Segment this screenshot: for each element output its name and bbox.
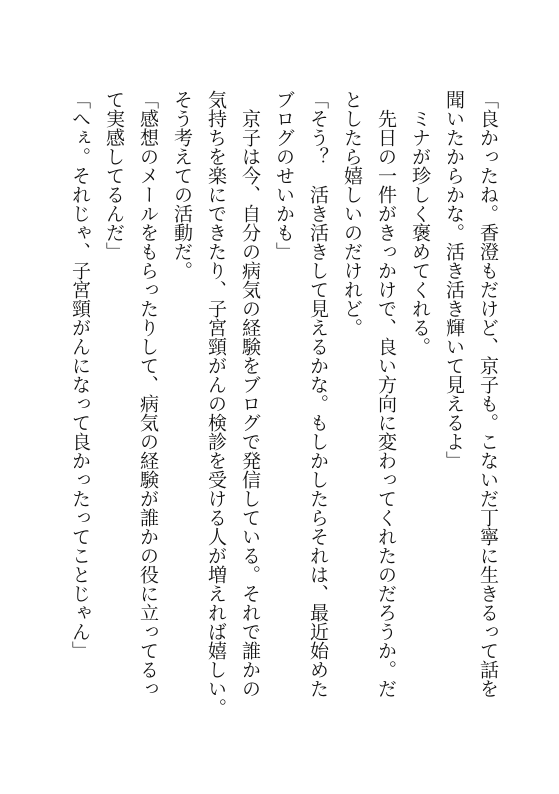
text-line-7: ブログのせいかも」 [273, 90, 295, 261]
text-line-9: 気持ちを楽にできたり、子宮頸がんの検診を受ける人が増えれば嬉しい。 [205, 90, 227, 717]
text-line-4: 先日の一件がきっかけで、良い方向に変わってくれたのだろうか。だ [375, 90, 397, 698]
text-line-11: 「感想のメールをもらったりして、病気の経験が誰かの役に立ってるっ [137, 90, 159, 698]
text-line-6: 「そう？ 活き活きして見えるかな。もしかしたらそれは、最近始めた [307, 90, 329, 698]
text-line-3: ミナが珍しく褒めてくれる。 [409, 90, 431, 356]
text-line-5: としたら嬉しいのだけれど。 [341, 90, 363, 337]
text-line-13: 「へぇ。それじゃ、子宮頸がんになって良かったってことじゃん」 [69, 90, 91, 660]
text-line-1: 「良かったね。香澄もだけど、京子も。こないだ丁寧に生きるって話を [477, 90, 499, 698]
text-line-2: 聞いたからかな。活き活き輝いて見えるよ」 [443, 90, 465, 470]
text-line-12: て実感してるんだ」 [103, 90, 125, 261]
text-line-10: そう考えての活動だ。 [171, 90, 193, 280]
text-line-8: 京子は今、自分の病気の経験をブログで発信している。それで誰かの [239, 90, 261, 698]
vertical-text-body [63, 90, 505, 717]
